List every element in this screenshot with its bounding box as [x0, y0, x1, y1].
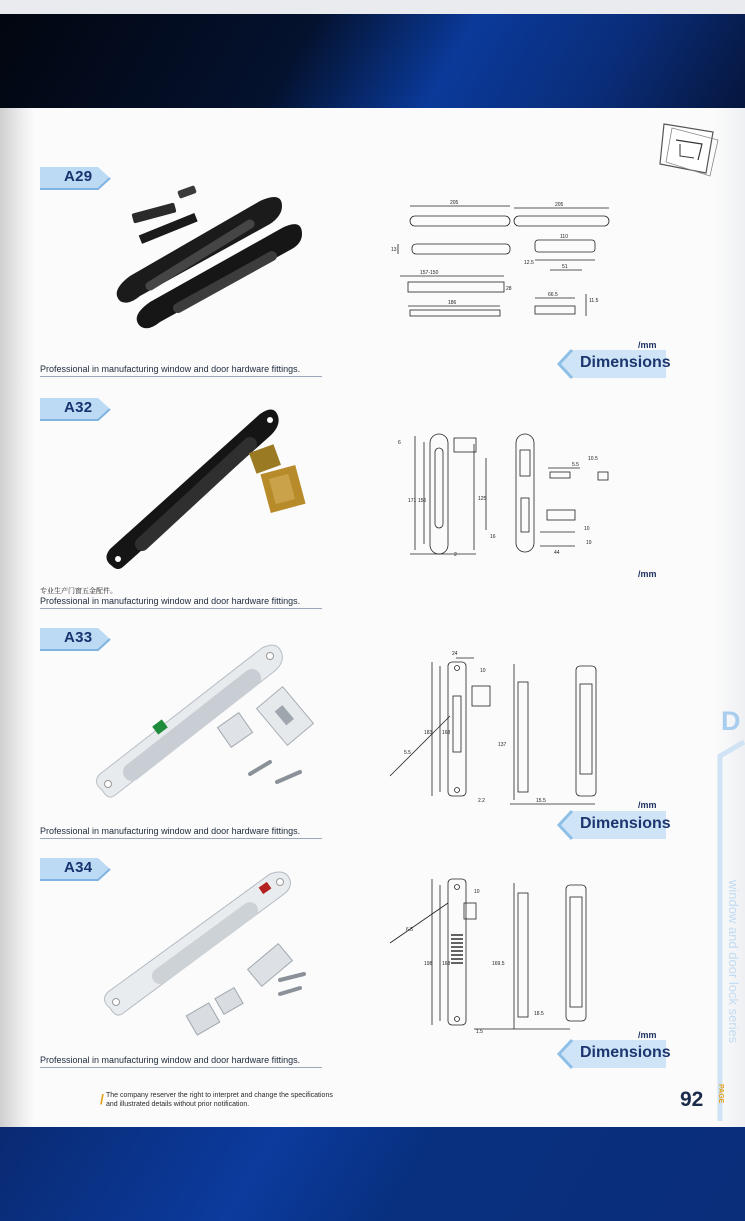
product-code: A34: [64, 859, 93, 876]
dim-label: 10: [474, 889, 480, 895]
unit-label: /mm: [638, 569, 657, 579]
dim-label: 51: [562, 264, 568, 270]
dim-label: 168: [442, 730, 451, 736]
dimensions-label: Dimensions: [580, 354, 671, 371]
dim-label: 28: [506, 286, 512, 292]
top-strip: [0, 0, 745, 14]
dim-label: 66.5: [548, 292, 558, 298]
dim-label: 205: [450, 200, 459, 206]
series-title-vertical: [721, 880, 743, 1080]
footer-slash-icon: /: [100, 1091, 104, 1107]
background-banner-bottom: [0, 1127, 745, 1221]
product-tagline: Professional in manufacturing window and door hardware fittings.: [40, 364, 301, 374]
dim-label: 19: [586, 540, 592, 546]
dim-label: 16: [490, 534, 496, 540]
page-label: PAGE: [717, 1084, 724, 1104]
series-title: window and door lock series: [726, 880, 741, 1044]
footer-disclaimer-line2: and illustrated details without prior notification.: [106, 1101, 250, 1108]
dim-label: 156: [418, 498, 427, 504]
dim-label: 10: [584, 526, 590, 532]
catalog-page: [0, 108, 745, 1127]
dim-label: 6.5: [406, 927, 413, 933]
tagline-underline: [40, 608, 322, 609]
unit-label: /mm: [638, 800, 657, 810]
dimensions-banner: [558, 1039, 671, 1069]
technical-drawing-a34: [390, 873, 620, 1033]
dim-label: 186: [448, 300, 457, 306]
dim-label: 110: [560, 234, 568, 240]
dim-label: 168: [442, 961, 451, 967]
dim-label: 11.5: [589, 298, 599, 304]
section-letter: D: [721, 706, 741, 736]
footer-disclaimer-line1: The company reserver the right to interpret and change the specifications: [106, 1092, 333, 1099]
dim-label: 24: [452, 651, 458, 657]
product-photo-a34: [100, 868, 315, 1043]
dim-label: 2.2: [478, 798, 485, 804]
product-tagline: Professional in manufacturing window and door hardware fittings.: [40, 596, 301, 606]
dimensions-banner: [558, 810, 671, 840]
technical-drawing-a33: [390, 651, 620, 806]
product-code: A33: [64, 629, 93, 646]
product-photo-a32: [100, 404, 315, 576]
technical-drawing-a29: [390, 198, 620, 323]
background-banner-top: [0, 14, 745, 108]
dimensions-label: Dimensions: [580, 815, 671, 832]
page-corner-icon: [658, 118, 720, 178]
unit-label: /mm: [638, 340, 657, 350]
product-tagline: Professional in manufacturing window and door hardware fittings.: [40, 826, 301, 836]
dim-label: 10.5: [588, 456, 598, 462]
product-photo-a29: [110, 176, 310, 341]
dim-label: 205: [555, 202, 564, 208]
dim-label: 183: [424, 730, 433, 736]
product-tagline-chinese: 专业生产门窗五金配件。: [40, 588, 117, 595]
dim-label: 157-150: [420, 270, 439, 276]
dim-label: 10: [480, 668, 486, 674]
dim-label: 44: [554, 550, 560, 556]
product-tagline: Professional in manufacturing window and door hardware fittings.: [40, 1055, 301, 1065]
unit-label: /mm: [638, 1030, 657, 1040]
dim-label: 198: [424, 961, 433, 967]
dim-label: 2: [454, 552, 457, 558]
dim-label: 5.5: [572, 462, 579, 468]
tagline-underline: [40, 838, 322, 839]
dim-label: 15.5: [536, 798, 546, 804]
dim-label: 137: [498, 742, 507, 748]
dim-label: 1.5: [476, 1029, 483, 1035]
dimensions-banner: [558, 349, 671, 379]
tagline-underline: [40, 376, 322, 377]
product-code: A32: [64, 399, 93, 416]
page-number: 92: [680, 1088, 704, 1111]
footer-disclaimer: [106, 1091, 333, 1109]
product-code-tag: [40, 164, 110, 190]
dim-label: 169.5: [492, 961, 505, 967]
dim-label: 12.5: [524, 260, 534, 266]
product-photo-a33: [92, 640, 317, 805]
dim-label: 5.5: [404, 750, 411, 756]
dim-label: 125: [478, 496, 487, 502]
technical-drawing-a32: [390, 428, 620, 558]
dim-label: 171: [408, 498, 417, 504]
product-code: A29: [64, 168, 93, 185]
tagline-underline: [40, 1067, 322, 1068]
dimensions-label: Dimensions: [580, 1044, 671, 1061]
page-spine-shadow: [0, 108, 34, 1127]
dim-label: 6: [398, 440, 401, 446]
dim-label: 13: [391, 247, 397, 253]
dim-label: 18.5: [534, 1011, 544, 1017]
